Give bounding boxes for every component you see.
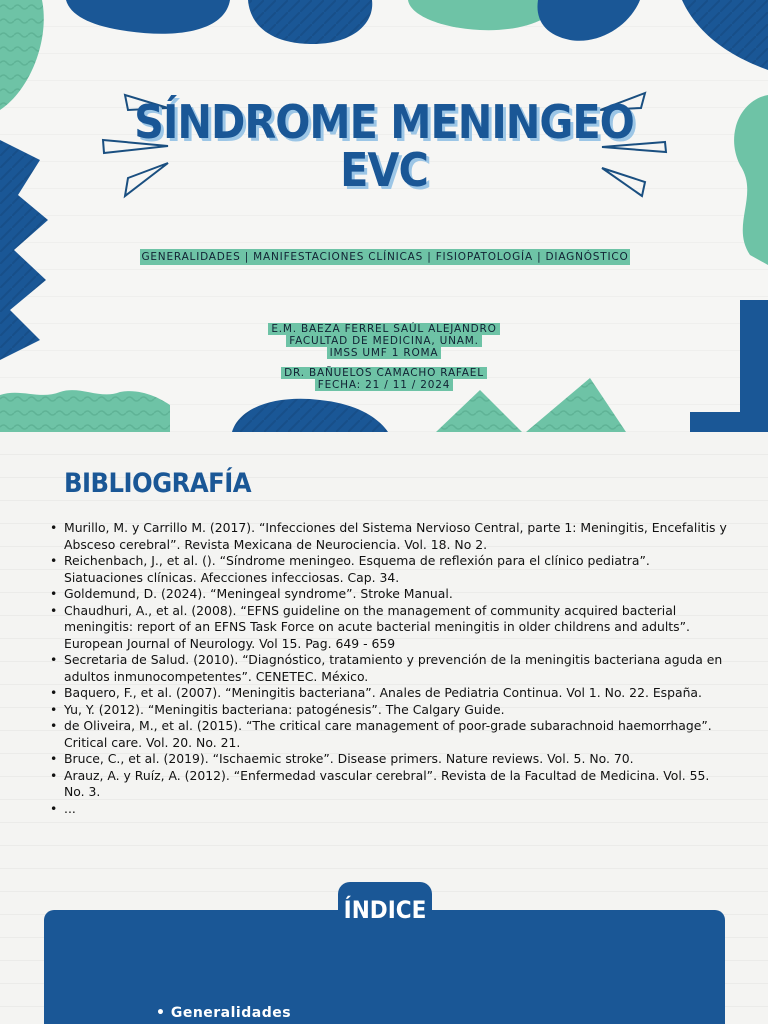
author-line: E.M. BAEZA FERREL SAÚL ALEJANDRO <box>0 323 768 335</box>
bibliography-entry: • Secretaria de Salud. (2010). “Diagnóstico, tratamiento y prevención de la meningitis bacteriana aguda en adultos inmunocompetentes”. CENETEC. México. <box>50 652 730 685</box>
bibliography-entry: • Yu, Y. (2012). “Meningitis bacteriana: patogénesis”. The Calgary Guide. <box>50 702 730 719</box>
bibliography-entry: • Reichenbach, J., et al. (). “Síndrome meningeo. Esquema de reflexión para el clínico pediatra”. Siatuaciones clínicas. Afecciones infecciosas. Cap. 34. <box>50 553 730 586</box>
cover-slide <box>0 0 768 432</box>
index-title: ÍNDICE <box>343 896 427 924</box>
bibliography-list <box>50 520 730 817</box>
date-line: FECHA: 21 / 11 / 2024 <box>0 379 768 391</box>
bibliography-entry: • Arauz, A. y Ruíz, A. (2012). “Enfermedad vascular cerebral”. Revista de la Facultad de Medicina. Vol. 55. No. 3. <box>50 768 730 801</box>
bibliography-page <box>0 432 768 1024</box>
faculty-line: FACULTAD DE MEDICINA, UNAM. <box>0 335 768 347</box>
bibliography-entry: • Murillo, M. y Carrillo M. (2017). “Infecciones del Sistema Nervioso Central, parte 1: Meningitis, Encefalitis y Absceso cerebral”. Revista Mexicana de Neurociencia. Vol. 18. No 2. <box>50 520 730 553</box>
bibliography-entry: • Goldemund, D. (2024). “Meningeal syndrome”. Stroke Manual. <box>50 586 730 603</box>
bibliography-entry: • ... <box>50 801 730 818</box>
presentation-title: SÍNDROME MENINGEO <box>134 95 634 149</box>
bibliography-entry: • Bruce, C., et al. (2019). “Ischaemic stroke”. Disease primers. Nature reviews. Vol. 5. No. 70. <box>50 751 730 768</box>
bibliography-entry: • de Oliveira, M., et al. (2015). “The critical care management of poor-grade subarachnoid haemorrhage”. Critical care. Vol. 20. No. 21. <box>50 718 730 751</box>
index-item: • Generalidades <box>156 1005 292 1021</box>
topics-banner: GENERALIDADES | MANIFESTACIONES CLÍNICAS | FISIOPATOLOGÍA | DIAGNÓSTICO <box>141 251 629 263</box>
advisor-line: DR. BAÑUELOS CAMACHO RAFAEL <box>0 367 768 379</box>
bibliography-heading: BIBLIOGRAFÍA <box>64 468 252 499</box>
bibliography-entry: • Baquero, F., et al. (2007). “Meningitis bacteriana”. Anales de Pediatria Continua. Vol 1. No. 22. España. <box>50 685 730 702</box>
presentation-subtitle: EVC <box>340 143 428 197</box>
index-item-label: Generalidades <box>170 1005 292 1021</box>
bibliography-entry: • Chaudhuri, A., et al. (2008). “EFNS guideline on the management of community acquired bacterial meningitis: report of an EFNS Task Force on acute bacterial meningitis in older childrens and adults”. European Journal of Neurology. Vol 15. Pag. 649 - 659 <box>50 603 730 653</box>
institution-line: IMSS UMF 1 ROMA <box>0 347 768 359</box>
